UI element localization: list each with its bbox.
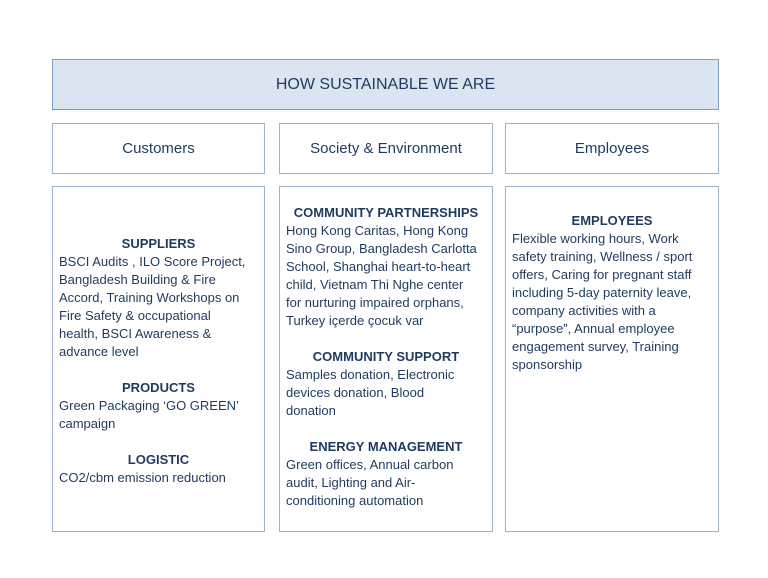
text-line: “purpose”, Annual employee [512,321,675,336]
column-header-employees [505,123,719,174]
text-line: engagement survey, Training [512,339,679,354]
text-line: Bangladesh Building & Fire [59,272,216,287]
text-line: donation [286,403,336,418]
text-line: Green offices, Annual carbon [286,457,454,472]
text-line: Green Packaging ‘GO GREEN’ [59,398,239,413]
section-heading-logistic: LOGISTIC [127,452,190,467]
text-line: safety training, Wellness / sport [512,249,693,264]
section-text-employees [512,230,712,374]
column-header-text: Society & Environment [310,140,462,157]
text-line: child, Vietnam Thi Nghe center [286,277,464,292]
section-heading-suppliers: SUPPLIERS [121,236,196,251]
section-heading-products: PRODUCTS [122,380,195,395]
text-line: Hong Kong Caritas, Hong Kong [286,223,469,238]
text-line: School, Shanghai heart-to-heart [286,259,471,274]
column-body-society-environment [279,186,493,532]
text-line: BSCI Audits , ILO Score Project, [59,254,246,269]
text-line: Fire Safety & occupational [59,308,211,323]
text-line: Samples donation, Electronic [286,367,455,382]
section-text-community-support [286,366,486,420]
text-line: Sino Group, Bangladesh Carlotta [286,241,477,256]
section-heading-community-partnerships: COMMUNITY PARTNERSHIPS [293,205,479,220]
text-line: for nurturing impaired orphans, [286,295,464,310]
section-text-products [59,397,258,433]
section-heading-energy-management: ENERGY MANAGEMENT [309,439,463,454]
column-body-employees [505,186,719,532]
diagram-title [52,59,719,110]
column-body-customers [52,186,265,532]
text-line: audit, Lighting and Air- [286,475,416,490]
text-line: company activities with a [512,303,656,318]
section-text-energy-management [286,456,486,510]
section-text-community-partnerships [286,222,486,330]
column-header-text: Customers [122,140,195,157]
text-line: CO2/cbm emission reduction [59,470,226,485]
section-heading-community-support: COMMUNITY SUPPORT [312,349,460,364]
text-line: campaign [59,416,116,431]
section-heading-employees: EMPLOYEES [571,213,653,228]
column-header-text: Employees [574,140,650,157]
text-line: Turkey içerde çocuk var [286,313,424,328]
text-line: Accord, Training Workshops on [59,290,240,305]
section-text-suppliers [59,253,258,361]
column-header-society-environment [279,123,493,174]
text-line: Flexible working hours, Work [512,231,679,246]
text-line: sponsorship [512,357,583,372]
text-line: conditioning automation [286,493,424,508]
text-line: devices donation, Blood [286,385,425,400]
diagram-title-text: HOW SUSTAINABLE WE ARE [275,75,496,93]
section-text-logistic [59,469,258,487]
text-line: advance level [59,344,139,359]
text-line: health, BSCI Awareness & [59,326,212,341]
text-line: offers, Caring for pregnant staff [512,267,692,282]
column-header-customers [52,123,265,174]
text-line: including 5-day paternity leave, [512,285,692,300]
